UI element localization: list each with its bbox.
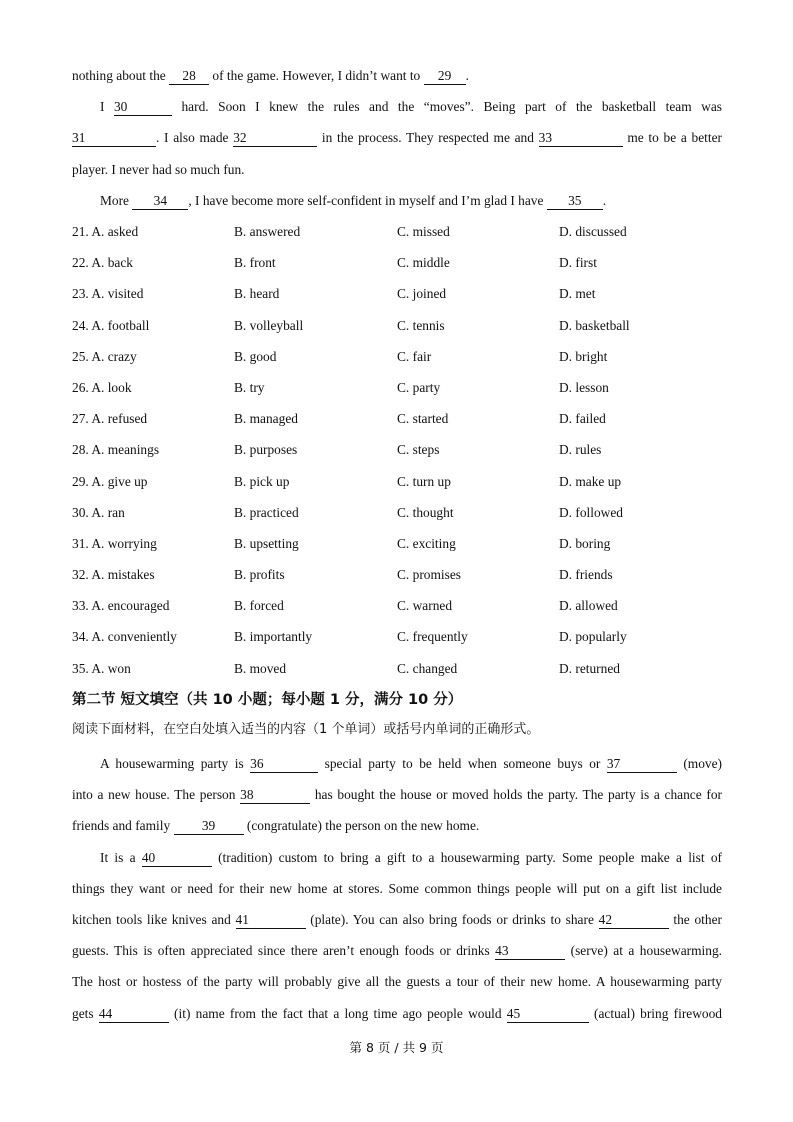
option-row xyxy=(72,621,752,652)
passage-text: into a new house. The person xyxy=(72,787,241,803)
option-d[interactable]: D. returned xyxy=(559,660,620,676)
option-c[interactable]: C. party xyxy=(397,379,441,395)
option-b[interactable]: B. pick up xyxy=(234,473,290,489)
passage-text: (serve) at a housewarming. xyxy=(565,943,722,959)
passage-text: . I also made xyxy=(156,130,234,146)
option-a[interactable]: 26. A. look xyxy=(72,379,132,395)
cloze-passage-top xyxy=(72,60,722,216)
blank-34[interactable]: 34 xyxy=(132,193,188,210)
passage-line xyxy=(72,122,722,153)
option-a[interactable]: 28. A. meanings xyxy=(72,442,160,458)
passage-line xyxy=(72,91,722,122)
blank-33[interactable]: 33 xyxy=(539,130,623,147)
option-row xyxy=(72,216,752,247)
option-a[interactable]: 31. A. worrying xyxy=(72,535,157,551)
option-row xyxy=(72,434,752,465)
option-b[interactable]: B. moved xyxy=(234,660,287,676)
option-row xyxy=(72,528,752,559)
passage-text: . xyxy=(465,68,469,83)
option-c[interactable]: C. fair xyxy=(397,348,432,364)
option-row xyxy=(72,497,752,528)
blank-41[interactable]: 41 xyxy=(236,912,306,929)
option-a[interactable]: 34. A. conveniently xyxy=(72,629,177,645)
option-a[interactable]: 32. A. mistakes xyxy=(72,567,155,583)
option-a[interactable]: 25. A. crazy xyxy=(72,348,137,364)
option-d[interactable]: D. popularly xyxy=(559,629,627,645)
option-d[interactable]: D. boring xyxy=(559,535,611,551)
blank-32[interactable]: 32 xyxy=(233,130,317,147)
blank-31[interactable]: 31 xyxy=(72,130,156,147)
option-d[interactable]: D. make up xyxy=(559,473,622,489)
option-d[interactable]: D. friends xyxy=(559,567,613,583)
passage-text: The host or hostess of the party will probably give all the guests a tour of their new home. A housewarming party xyxy=(72,974,722,990)
option-a[interactable]: 21. A. asked xyxy=(72,224,139,239)
passage-line xyxy=(72,904,722,935)
passage-text: More xyxy=(100,192,133,208)
passage-text: , I have become more self-confident in myself and I’m glad I have xyxy=(188,192,547,208)
option-row xyxy=(72,372,752,403)
passage-text: of the game. However, I didn’t want to xyxy=(209,68,424,83)
passage-text: gets xyxy=(72,1005,99,1021)
passage-text: hard. Soon I knew the rules and the “moves”. Being part of the basketball team was xyxy=(171,99,722,115)
passage-text: (it) name from the fact that a long time ago people would xyxy=(168,1005,507,1021)
option-row xyxy=(72,559,752,590)
option-c[interactable]: C. steps xyxy=(397,442,440,458)
option-b[interactable]: B. answered xyxy=(234,224,301,239)
passage-text: (plate). You can also bring foods or drinks to share xyxy=(305,911,599,927)
passage-line xyxy=(72,154,722,185)
passage-line xyxy=(72,779,722,810)
passage-text: (move) xyxy=(676,756,722,771)
option-d[interactable]: D. rules xyxy=(559,442,602,458)
option-c[interactable]: C. tennis xyxy=(397,317,445,333)
option-a[interactable]: 35. A. won xyxy=(72,660,131,676)
option-d[interactable]: D. allowed xyxy=(559,598,618,614)
option-c[interactable]: C. middle xyxy=(397,255,450,271)
blank-28[interactable]: 28 xyxy=(169,68,209,85)
blank-43[interactable]: 43 xyxy=(495,943,565,960)
passage-text: (congratulate) the person on the new home. xyxy=(243,818,480,834)
option-a[interactable]: 22. A. back xyxy=(72,255,133,271)
option-row xyxy=(72,590,752,621)
option-b[interactable]: B. purposes xyxy=(234,442,298,458)
passage-text: has bought the house or moved holds the party. The party is a chance for xyxy=(310,787,722,803)
option-c[interactable]: C. thought xyxy=(397,504,454,520)
passage-text: things they want or need for their new home at stores. Some common things people will put on a gift list include xyxy=(72,880,722,896)
passage-text: (actual) bring firewood xyxy=(588,1005,722,1021)
option-a[interactable]: 24. A. football xyxy=(72,317,150,333)
option-b[interactable]: B. good xyxy=(234,348,277,364)
passage-text: friends and family xyxy=(72,818,174,834)
option-a[interactable]: 33. A. encouraged xyxy=(72,598,170,614)
option-b[interactable]: B. managed xyxy=(234,411,298,427)
option-row xyxy=(72,278,752,309)
blank-44[interactable]: 44 xyxy=(99,1006,169,1023)
option-b[interactable]: B. importantly xyxy=(234,629,313,645)
fill-in-passage xyxy=(72,748,722,1029)
option-c[interactable]: C. warned xyxy=(397,598,453,614)
option-b[interactable]: B. volleyball xyxy=(234,317,304,333)
option-d[interactable]: D. followed xyxy=(559,504,623,520)
passage-line xyxy=(72,185,722,216)
passage-line xyxy=(72,966,722,997)
section-instruction: 阅读下面材料，在空白处填入适当的内容（1 个单词）或括号内单词的正确形式。 xyxy=(72,722,540,737)
passage-line xyxy=(72,935,722,966)
passage-text: guests. This is often appreciated since there aren’t enough foods or drinks xyxy=(72,943,496,959)
option-d[interactable]: D. first xyxy=(559,255,597,271)
passage-line xyxy=(72,842,722,873)
option-c[interactable]: C. joined xyxy=(397,286,447,302)
passage-text: It is a xyxy=(100,849,142,865)
option-row xyxy=(72,653,752,684)
passage-text: nothing about the xyxy=(72,68,170,83)
option-a[interactable]: 27. A. refused xyxy=(72,411,148,427)
blank-39[interactable]: 39 xyxy=(174,818,244,835)
passage-text: in the process. They respected me and xyxy=(317,130,539,146)
passage-text: kitchen tools like knives and xyxy=(72,911,236,927)
passage-text: special party to be held when someone buys or xyxy=(318,756,607,771)
passage-text: player. I never had so much fun. xyxy=(72,161,245,177)
option-row xyxy=(72,466,752,497)
passage-line xyxy=(72,60,722,91)
passage-line xyxy=(72,748,722,779)
blank-35[interactable]: 35 xyxy=(547,193,603,210)
option-a[interactable]: 23. A. visited xyxy=(72,286,144,302)
blank-36[interactable]: 36 xyxy=(250,756,318,773)
option-c[interactable]: C. promises xyxy=(397,567,461,583)
option-c[interactable]: C. exciting xyxy=(397,535,456,551)
passage-line xyxy=(72,998,722,1029)
passage-line xyxy=(72,873,722,904)
option-d[interactable]: D. lesson xyxy=(559,379,609,395)
passage-text: . xyxy=(602,192,607,208)
option-b[interactable]: B. forced xyxy=(234,598,284,614)
option-row xyxy=(72,247,752,278)
option-c[interactable]: C. turn up xyxy=(397,473,451,489)
passage-text: the other xyxy=(668,911,722,927)
passage-text: A housewarming party is xyxy=(100,756,251,771)
option-a[interactable]: 30. A. ran xyxy=(72,504,125,520)
option-d[interactable]: D. met xyxy=(559,286,596,302)
passage-line xyxy=(72,810,722,841)
option-d[interactable]: D. discussed xyxy=(559,224,627,239)
blank-45[interactable]: 45 xyxy=(507,1006,589,1023)
option-b[interactable]: B. front xyxy=(234,255,276,271)
blank-29[interactable]: 29 xyxy=(424,68,466,85)
page-number: 第 8 页 / 共 9 页 xyxy=(349,1040,444,1055)
passage-text: I xyxy=(100,99,114,115)
option-c[interactable]: C. started xyxy=(397,411,449,427)
passage-text: me to be a better xyxy=(622,130,723,146)
blank-37[interactable]: 37 xyxy=(607,756,677,773)
blank-42[interactable]: 42 xyxy=(599,912,669,929)
blank-30[interactable]: 30 xyxy=(114,99,172,116)
option-c[interactable]: C. changed xyxy=(397,660,458,676)
option-d[interactable]: D. basketball xyxy=(559,317,630,333)
blank-40[interactable]: 40 xyxy=(142,850,212,867)
option-row xyxy=(72,341,752,372)
option-b[interactable]: B. profits xyxy=(234,567,285,583)
blank-38[interactable]: 38 xyxy=(240,787,310,804)
passage-text: (tradition) custom to bring a gift to a housewarming party. Some people make a list of xyxy=(211,849,722,865)
option-c[interactable]: C. missed xyxy=(397,224,450,239)
section-heading: 第二节 短文填空（共 10 小题；每小题 1 分，满分 10 分） xyxy=(72,692,463,708)
option-b[interactable]: B. try xyxy=(234,379,265,395)
option-d[interactable]: D. failed xyxy=(559,411,606,427)
option-b[interactable]: B. upsetting xyxy=(234,535,299,551)
option-row xyxy=(72,310,752,341)
option-b[interactable]: B. heard xyxy=(234,286,280,302)
choice-options xyxy=(72,216,752,684)
option-a[interactable]: 29. A. give up xyxy=(72,473,148,489)
option-c[interactable]: C. frequently xyxy=(397,629,468,645)
option-row xyxy=(72,403,752,434)
option-d[interactable]: D. bright xyxy=(559,348,608,364)
option-b[interactable]: B. practiced xyxy=(234,504,299,520)
